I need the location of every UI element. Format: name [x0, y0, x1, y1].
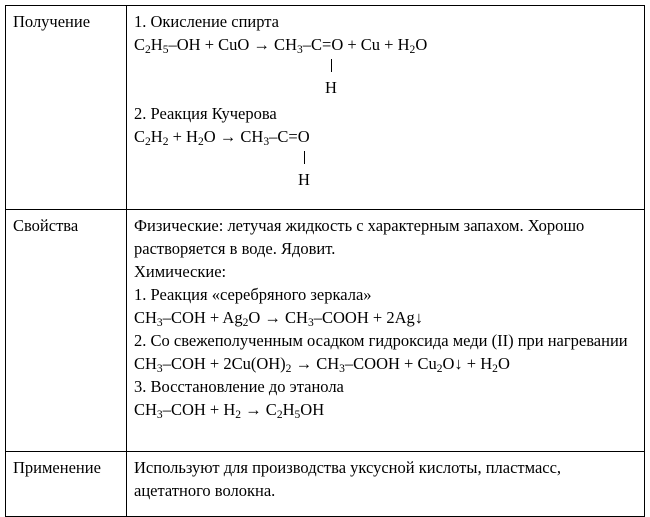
- row-label-properties: Свойства: [6, 210, 127, 452]
- eq-text: –C=O: [269, 127, 310, 146]
- reaction-2-title: 2. Со свежеполученным осадком гидроксида меди (II) при нагревании: [134, 331, 628, 350]
- eq-subscript: 3: [296, 44, 303, 57]
- eq-subscript: 2: [285, 363, 292, 376]
- eq-text: –COH + 2Cu(OH): [162, 354, 286, 373]
- production-method-1-equation: [134, 33, 637, 56]
- eq-text: O → CH: [248, 308, 308, 327]
- eq-text: H: [150, 35, 163, 54]
- row-label-production: Получение: [6, 6, 127, 210]
- physical-properties-text: Физические: летучая жидкость с характерным запахом. Хорошо растворяется в воде. Ядовит.: [134, 216, 585, 258]
- eq-text: –C=O + Cu + H: [302, 35, 410, 54]
- eq-text: C: [134, 35, 146, 54]
- table-row-properties: [6, 210, 645, 452]
- reaction-1-title: 1. Реакция «серебряного зеркала»: [134, 285, 372, 304]
- production-method-1-title: 1. Окисление спирта: [134, 12, 280, 31]
- eq-text: CH: [134, 308, 157, 327]
- production-method-2-equation: [134, 125, 637, 148]
- eq-text: –COH + H: [162, 400, 236, 419]
- eq-text: –COOH + 2Ag↓: [313, 308, 423, 327]
- application-text: Используют для производства уксусной кислоты, пластмасс, ацетатного волокна.: [134, 458, 562, 500]
- eq-text: + H: [168, 127, 198, 146]
- eq-text: CH: [134, 354, 157, 373]
- reaction-1-equation: [134, 306, 637, 329]
- production-method-2-title: 2. Реакция Кучерова: [134, 104, 277, 123]
- eq-text: –OH + CuO → CH: [168, 35, 297, 54]
- eq-text: → CH: [291, 354, 340, 373]
- eq-subscript: 2: [145, 44, 151, 57]
- eq-text: O↓ + H: [442, 354, 493, 373]
- hydrogen-atom-label: H: [298, 170, 310, 189]
- bond-line: [304, 151, 305, 164]
- eq-text: C: [134, 127, 146, 146]
- eq-text: O: [415, 35, 428, 54]
- eq-subscript: 3: [339, 363, 345, 376]
- eq-text: H: [150, 127, 163, 146]
- eq-text: OH: [300, 400, 325, 419]
- eq-subscript: 2: [436, 363, 443, 376]
- eq-text: CH: [134, 400, 157, 419]
- aldehyde-h-branch-2: [134, 148, 637, 194]
- reaction-3-equation: [134, 398, 637, 421]
- eq-subscript: 3: [307, 317, 314, 330]
- eq-subscript: 5: [294, 409, 301, 422]
- application-content: [127, 452, 645, 517]
- eq-subscript: 2: [145, 136, 151, 149]
- eq-text: –COOH + Cu: [344, 354, 437, 373]
- eq-subscript: 2: [162, 136, 169, 149]
- table-row-production: [6, 6, 645, 210]
- eq-text: → C: [241, 400, 277, 419]
- eq-text: H: [282, 400, 295, 419]
- eq-subscript: 2: [492, 363, 498, 376]
- table-row-application: [6, 452, 645, 517]
- reaction-3-title: 3. Восстановление до этанола: [134, 377, 344, 396]
- acetaldehyde-info-table: [5, 5, 645, 517]
- eq-subscript: 3: [156, 409, 163, 422]
- eq-subscript: 2: [235, 409, 242, 422]
- eq-subscript: 5: [162, 44, 169, 57]
- reaction-2-equation: [134, 352, 637, 375]
- chemical-properties-title: Химические:: [134, 262, 227, 281]
- eq-subscript: 3: [156, 317, 163, 330]
- eq-text: –COH + Ag: [162, 308, 243, 327]
- production-content: [127, 6, 645, 210]
- eq-subscript: 3: [156, 363, 163, 376]
- eq-subscript: 2: [409, 44, 416, 57]
- properties-content: [127, 210, 645, 452]
- hydrogen-atom-label: H: [325, 78, 337, 97]
- eq-subscript: 2: [276, 409, 283, 422]
- eq-subscript: 2: [197, 136, 204, 149]
- bond-line: [331, 59, 332, 72]
- row-label-application: Применение: [6, 452, 127, 517]
- eq-subscript: 3: [263, 136, 270, 149]
- eq-subscript: 2: [242, 317, 249, 330]
- eq-text: O → CH: [203, 127, 264, 146]
- eq-text: O: [497, 354, 510, 373]
- aldehyde-h-branch-1: [134, 56, 637, 102]
